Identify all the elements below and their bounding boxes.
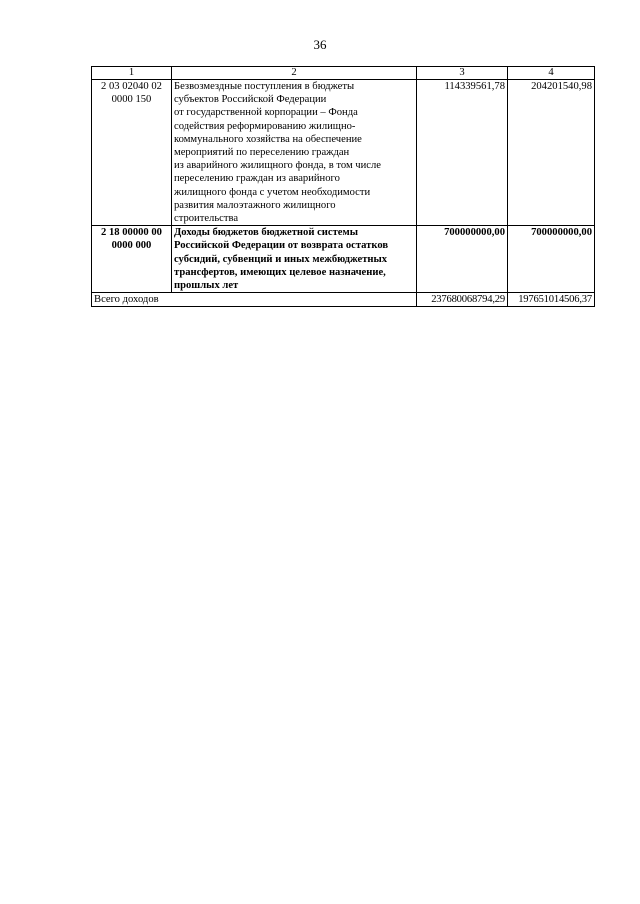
description-line: мероприятий по переселению граждан (174, 147, 350, 159)
column-header-3: 3 (417, 67, 508, 80)
revenue-description-cell (172, 80, 417, 226)
description-line: строительства (174, 213, 239, 225)
revenue-code-line: 0000 150 (111, 94, 152, 106)
revenue-code-line: 0000 000 (111, 240, 152, 252)
revenue-description-cell (172, 226, 417, 293)
total-col3-cell: 237680068794,29 (417, 293, 508, 307)
description-line: трансфертов, имеющих целевое назначение, (174, 266, 386, 278)
total-label: Всего доходов (92, 293, 417, 307)
description-line: развития малоэтажного жилищного (174, 199, 336, 211)
total-row (92, 293, 595, 307)
column-header-2: 2 (172, 67, 417, 80)
description-line: субъектов Российской Федерации (174, 94, 327, 106)
description-line: от государственной корпорации – Фонда (174, 107, 358, 119)
table-row (92, 226, 595, 293)
description-line: переселению граждан из аварийного (174, 173, 340, 185)
column-header-4: 4 (508, 67, 595, 80)
table-row (92, 80, 595, 226)
description-line: Безвозмездные поступления в бюджеты (174, 81, 355, 92)
revenue-code-cell (92, 80, 172, 226)
amount-col3-cell: 114339561,78 (417, 80, 508, 226)
description-line: субсидий, субвенций и иных межбюджетных (174, 253, 388, 265)
description-line: Доходы бюджетов бюджетной системы (174, 227, 358, 239)
description-line: из аварийного жилищного фонда, в том числе (174, 160, 381, 172)
description-line: жилищного фонда с учетом необходимости (174, 186, 371, 198)
amount-col4-cell: 204201540,98 (508, 80, 595, 226)
revenue-table (91, 66, 595, 307)
description-line: содействия реформированию жилищно- (174, 120, 356, 132)
description-line: коммунального хозяйства на обеспечение (174, 133, 362, 145)
revenue-code-cell (92, 226, 172, 293)
table-header-row (92, 67, 595, 80)
description-line: прошлых лет (174, 280, 239, 292)
page-number: 36 (313, 37, 327, 52)
column-header-1: 1 (92, 67, 172, 80)
revenue-code-line: 2 03 02040 02 (101, 81, 162, 92)
amount-col4-cell: 700000000,00 (508, 226, 595, 293)
amount-col3-cell: 700000000,00 (417, 226, 508, 293)
total-col4-cell: 197651014506,37 (508, 293, 595, 307)
revenue-code-line: 2 18 00000 00 (101, 227, 162, 239)
description-line: Российской Федерации от возврата остатков (174, 240, 389, 252)
